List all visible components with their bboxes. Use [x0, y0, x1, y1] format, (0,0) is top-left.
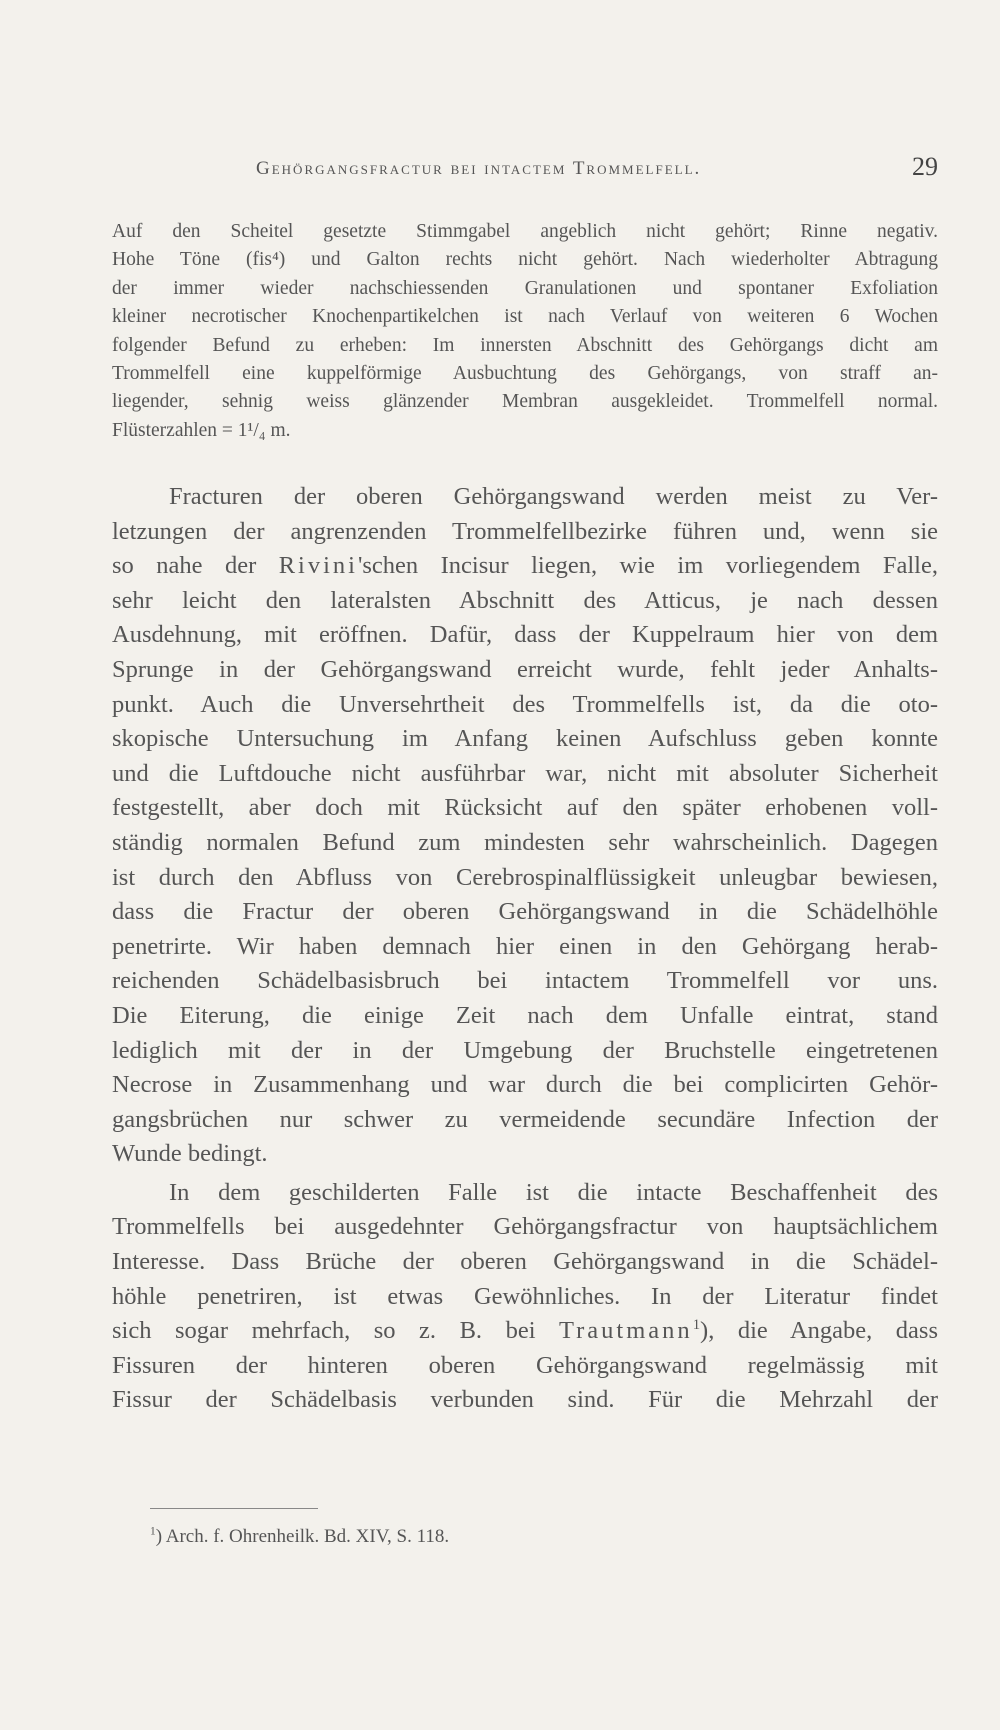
- paragraph-1: [112, 480, 938, 1172]
- text-line: lediglich mit der in der Umgebung der Bruchstelle eingetretenen: [112, 1036, 938, 1064]
- text-line: Fissur der Schädelbasis verbunden sind. Für die Mehrzahl der: [112, 1386, 938, 1414]
- text-line: Die Eiterung, die einige Zeit nach dem Unfalle eintrat, stand: [112, 1001, 938, 1029]
- body-text: [112, 480, 938, 1418]
- footnote-marker: 1: [150, 1525, 156, 1538]
- text-line: penetrirte. Wir haben demnach hier einen in den Gehörgang herab-: [112, 932, 938, 960]
- text-line: Necrose in Zusammenhang und war durch die bei complicirten Gehör-: [112, 1071, 938, 1099]
- text-line: Trommelfells bei ausgedehnter Gehörgangsfractur von hauptsächlichem: [112, 1213, 938, 1241]
- text-line: höhle penetriren, ist etwas Gewöhnliches. In der Literatur findet: [112, 1282, 938, 1310]
- text-line: Fracturen der oberen Gehörgangswand werden meist zu Ver-: [169, 483, 938, 510]
- text-line: und die Luftdouche nicht ausführbar war, nicht mit absoluter Sicherheit: [112, 759, 938, 787]
- text-line: Auf den Scheitel gesetzte Stimmgabel angeblich nicht gehört; Rinne negativ.: [112, 221, 938, 242]
- text-segment: ), die Angabe, dass: [700, 1317, 938, 1345]
- text-line: ist durch den Abfluss von Cerebrospinalflüssigkeit unleugbar bewiesen,: [112, 863, 938, 891]
- text-line: ständig normalen Befund zum mindesten sehr wahrscheinlich. Dagegen: [112, 828, 938, 856]
- text-line: kleiner necrotischer Knochenpartikelchen ist nach Verlauf von weiteren 6 Wochen: [112, 306, 938, 328]
- text-line: reichenden Schädelbasisbruch bei intactem Trommelfell vor uns.: [112, 967, 938, 995]
- paragraph-2: [112, 1176, 938, 1418]
- text-line: Hohe Töne (fis⁴) und Galton rechts nicht gehört. Nach wiederholter Abtragung: [112, 249, 938, 271]
- text-line: liegender, sehnig weiss glänzender Membran ausgekleidet. Trommelfell normal.: [112, 391, 938, 413]
- text-line: folgender Befund zu erheben: Im innersten Abschnitt des Gehörgangs dicht am: [112, 334, 938, 356]
- text-line: Fissuren der hinteren oberen Gehörgangswand regelmässig mit: [112, 1351, 938, 1379]
- footnote: [150, 1526, 449, 1548]
- text-line: Interesse. Dass Brüche der oberen Gehörgangswand in die Schädel-: [112, 1248, 938, 1276]
- footnote-reference[interactable]: 1: [692, 1317, 701, 1334]
- text-line: punkt. Auch die Unversehrtheit des Trommelfells ist, da die oto-: [112, 690, 938, 718]
- text-line: Flüsterzahlen = 1¹/₄ m.: [112, 419, 291, 441]
- running-title: Gehörgangsfractur bei intactem Trommelfell.: [256, 158, 702, 179]
- text-line: der immer wieder nachschiessenden Granulationen und spontaner Exfoliation: [112, 277, 938, 299]
- footnote-divider: [150, 1508, 318, 1509]
- case-report-block: [112, 218, 938, 445]
- text-line: Trommelfell eine kuppelförmige Ausbuchtung des Gehörgangs, von straff an-: [112, 363, 938, 385]
- text-line: sehr leicht den lateralsten Abschnitt des Atticus, je nach dessen: [112, 586, 938, 614]
- author-name: Trautmann: [559, 1317, 693, 1345]
- text-segment: so nahe der: [112, 552, 279, 580]
- text-line: letzungen der angrenzenden Trommelfellbezirke führen und, wenn sie: [112, 517, 938, 545]
- author-name: Rivini: [278, 552, 358, 580]
- text-segment: sich sogar mehrfach, so z. B. bei: [112, 1317, 560, 1345]
- text-line: In dem geschilderten Falle ist die intacte Beschaffenheit des: [169, 1178, 938, 1206]
- text-line: dass die Fractur der oberen Gehörgangswand in die Schädelhöhle: [112, 898, 938, 926]
- text-line: Ausdehnung, mit eröffnen. Dafür, dass der Kuppelraum hier von dem: [112, 621, 938, 649]
- text-segment: 'schen Incisur liegen, wie im vorliegendem Falle,: [357, 552, 938, 580]
- footnote-text: ) Arch. f. Ohrenheilk. Bd. XIV, S. 118.: [155, 1526, 450, 1547]
- text-line: Wunde bedingt.: [112, 1140, 268, 1168]
- text-line: [112, 549, 938, 584]
- page-header: [118, 152, 938, 186]
- text-line: skopische Untersuchung im Anfang keinen Aufschluss geben konnte: [112, 725, 938, 753]
- text-line: gangsbrüchen nur schwer zu vermeidende secundäre Infection der: [112, 1105, 938, 1133]
- text-line: Sprunge in der Gehörgangswand erreicht wurde, fehlt jeder Anhalts-: [112, 655, 938, 683]
- text-line: festgestellt, aber doch mit Rücksicht auf den später erhobenen voll-: [112, 794, 938, 822]
- page-number: 29: [912, 152, 938, 181]
- text-line: [112, 1314, 938, 1349]
